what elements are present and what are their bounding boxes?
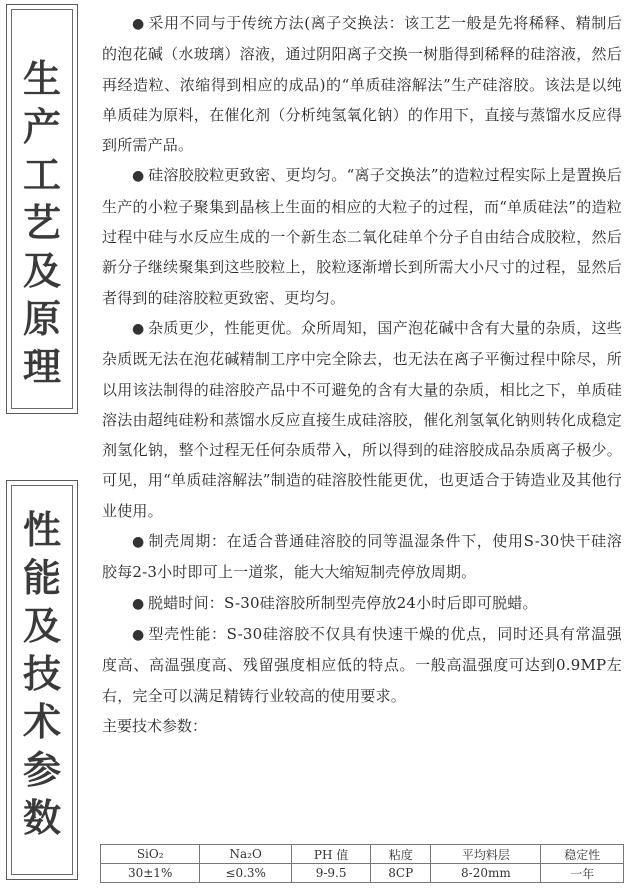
bullet-icon: ●	[132, 534, 145, 551]
sidebar-section-performance-params	[6, 480, 78, 880]
paragraph-shell-performance	[102, 619, 622, 711]
table-row	[101, 864, 624, 883]
table-cell: 8-20mm	[431, 864, 541, 883]
paragraph-text: 脱蜡时间：S-30硅溶胶所制型壳停放24小时后即可脱蜡。	[148, 593, 538, 612]
section-title-char: 产	[22, 105, 61, 149]
table-header-row	[101, 845, 624, 864]
table-cell: 30±1%	[101, 864, 200, 883]
table-header-cell: 粘度	[371, 845, 431, 864]
bullet-icon: ●	[132, 595, 145, 612]
main-content	[102, 8, 622, 741]
section-title-char: 工	[22, 153, 61, 197]
paragraph-shell-cycle	[102, 526, 622, 588]
section-title-char: 能	[22, 556, 61, 600]
bullet-icon: ●	[132, 16, 145, 32]
sidebar-section-production-process	[6, 4, 78, 414]
technical-params-table	[100, 844, 624, 883]
section-title-char: 参	[22, 748, 61, 792]
section-title-char: 性	[22, 508, 61, 552]
paragraph-text: 制壳周期：在适合普通硅溶胶的同等温湿条件下，使用S-30快干硅溶胶每2-3小时即可上一道浆，能大大缩短制壳停放周期。	[102, 532, 622, 582]
section-title-performance-params	[7, 508, 77, 840]
paragraph-process-method	[102, 8, 622, 160]
table-header-cell: Na₂O	[200, 845, 292, 864]
section-title-char: 生	[22, 57, 61, 101]
table-header-cell: SiO₂	[101, 845, 200, 864]
section-title-char: 理	[22, 345, 61, 389]
paragraph-dewax-time	[102, 588, 622, 619]
paragraph-text: 硅溶胶胶粒更致密、更均匀。“离子交换法”的造粒过程实际上是置换后生产的小粒子聚集到晶核上生面的相应的大粒子的过程，而“单质硅法”的造粒过程中硅与水反应生成的一个新生态二氧化硅单个分子自由结合成胶粒，然后新分子继续聚集到这些胶粒上，胶粒逐渐增长到所需大小尺寸的过程，显然后者得到的硅溶胶粒更致密、更均匀。	[102, 166, 622, 307]
paragraph-text: 型壳性能：S-30硅溶胶不仅具有快速干燥的优点，同时还具有常温强度高、高温强度高、残留强度相应低的特点。一般高温强度可达到0.9MP左右，完全可以满足精铸行业较高的使用要求。	[102, 624, 622, 705]
section-title-char: 术	[22, 700, 61, 744]
section-title-char: 技	[22, 652, 61, 696]
table-cell: ≤0.3%	[200, 864, 292, 883]
bullet-icon: ●	[132, 320, 145, 337]
section-title-production-process	[7, 57, 77, 389]
section-title-char: 及	[22, 249, 61, 293]
bullet-icon: ●	[132, 626, 145, 643]
section-title-char: 艺	[22, 201, 61, 245]
section-title-char: 数	[22, 796, 61, 840]
section-title-char: 及	[22, 604, 61, 648]
paragraph-impurities	[102, 313, 622, 526]
table-header-cell: PH 值	[291, 845, 370, 864]
paragraph-particle-density	[102, 160, 622, 312]
paragraph-text: 杂质更少，性能更优。众所周知，国产泡花碱中含有大量的杂质，这些杂质既无法在泡花碱精制工序中完全除去，也无法在离子平衡过程中除尽，所以用该法制得的硅溶胶产品中不可避免的含有大量的杂质，相比之下，单质硅溶法由超纯硅粉和蒸馏水反应直接生成硅溶胶，催化剂氢氧化钠则转化成稳定剂氢化钠，整个过程无任何杂质带入，所以得到的硅溶胶成品杂质离子极少。可见，用“单质硅溶解法”制造的硅溶胶性能更优，也更适合于铸造业及其他行业使用。	[102, 318, 622, 520]
table-header-cell: 平均料层	[431, 845, 541, 864]
params-title: 主要技术参数：	[102, 716, 208, 735]
table-cell: 9-9.5	[291, 864, 370, 883]
table-cell: 8CP	[371, 864, 431, 883]
paragraph-text: 采用不同与于传统方法(离子交换法：该工艺一般是先将稀释、精制后的泡花碱（水玻璃）溶液，通过阴阳离子交换一树脂得到稀释的硅溶液，然后再经造粒、浓缩得到相应的成品)的“单质硅溶解法”生产硅溶胶。该法是以纯单质硅为原料，在催化剂（分析纯氢氧化钠）的作用下，直接与蒸馏水反应得到所需产品。	[102, 14, 622, 155]
table-cell: 一年	[541, 864, 624, 883]
table-header-cell: 稳定性	[541, 845, 624, 864]
bullet-icon: ●	[132, 168, 145, 185]
section-title-char: 原	[22, 297, 61, 341]
